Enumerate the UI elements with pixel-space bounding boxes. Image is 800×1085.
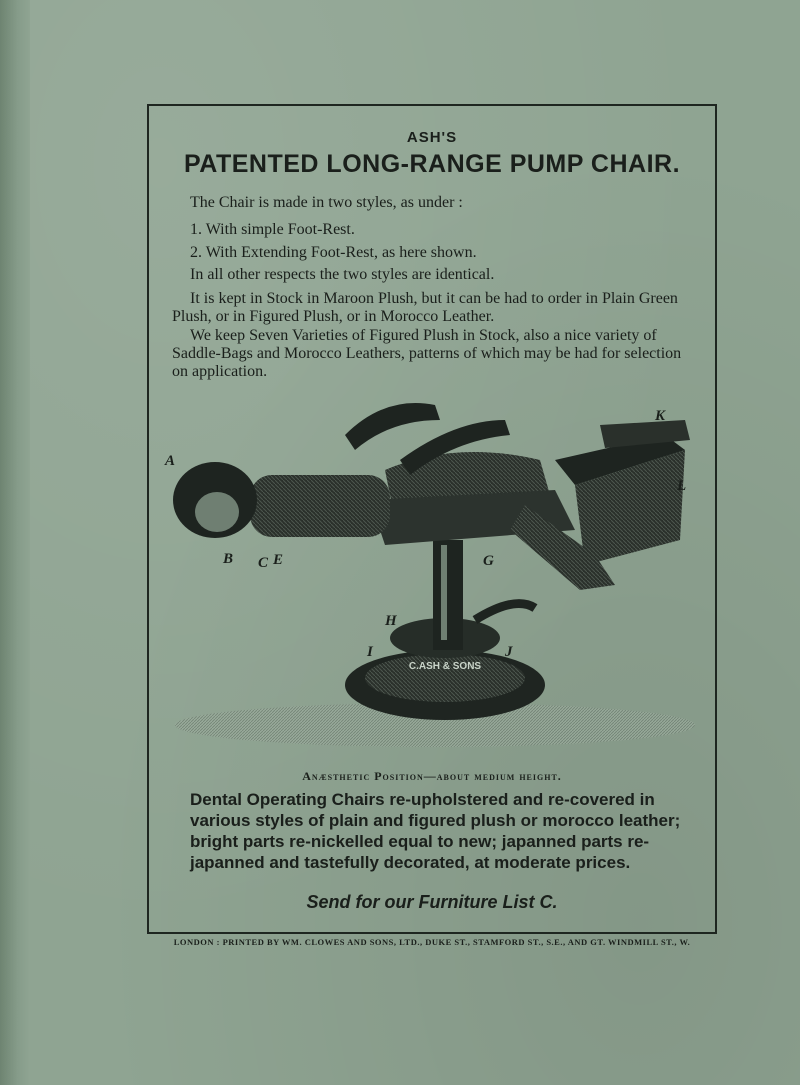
dental-chairs-notice: Dental Operating Chairs re-upholstered and re-covered in various styles of plain and figured plush or morocco leather; bright parts re-nickelled equal to new; japanned parts re-japanned and tastefully decorated, at moderate prices. xyxy=(190,790,681,872)
furniture-list-call-to-action: Send for our Furniture List C. xyxy=(306,892,558,912)
label-a: A xyxy=(165,453,176,469)
illustration-caption: Anæsthetic Position—about medium height. xyxy=(302,769,562,783)
page-title: PATENTED LONG-RANGE PUMP CHAIR. xyxy=(183,150,681,178)
label-k: K xyxy=(655,408,666,424)
label-l: L xyxy=(677,478,687,494)
book-spine-shadow xyxy=(0,0,30,1085)
label-i: I xyxy=(367,644,373,660)
label-b: B xyxy=(223,551,234,567)
label-c: C xyxy=(258,555,269,571)
maker-heading: ASH'S xyxy=(406,129,458,146)
stock-paragraph: It is kept in Stock in Maroon Plush, but it can be had to order in Plain Green Plush, or in Figured Plush, or in Morocco Leather. xyxy=(172,290,678,325)
headrest-disc xyxy=(195,492,239,532)
column-highlight xyxy=(441,545,447,640)
left-armrest xyxy=(345,403,440,450)
label-h: H xyxy=(385,613,397,629)
footer-rule xyxy=(147,932,717,933)
intro-text: The Chair is made in two styles, as under : xyxy=(190,194,463,211)
maker-plate: C.ASH & SONS xyxy=(408,661,482,672)
label-e: E xyxy=(273,552,284,568)
pump-chair-illustration xyxy=(155,380,705,765)
style-option-1: 1. With simple Foot-Rest. xyxy=(190,221,355,238)
printer-imprint: LONDON : PRINTED BY WM. CLOWES AND SONS, LTD., DUKE ST., STAMFORD ST., S.E., AND GT. WINDMILL ST., W. xyxy=(173,937,691,947)
label-j: J xyxy=(505,644,513,660)
variety-paragraph: We keep Seven Varieties of Figured Plush in Stock, also a nice variety of Saddle-Bags and Morocco Leathers, patterns of which may be had for selection on application. xyxy=(172,327,682,380)
style-option-2: 2. With Extending Foot-Rest, as here shown. xyxy=(190,244,477,261)
pump-lever xyxy=(475,604,535,620)
pump-column xyxy=(433,540,463,650)
backrest xyxy=(250,475,390,537)
label-g: G xyxy=(483,553,494,569)
identical-note: In all other respects the two styles are identical. xyxy=(190,266,495,283)
